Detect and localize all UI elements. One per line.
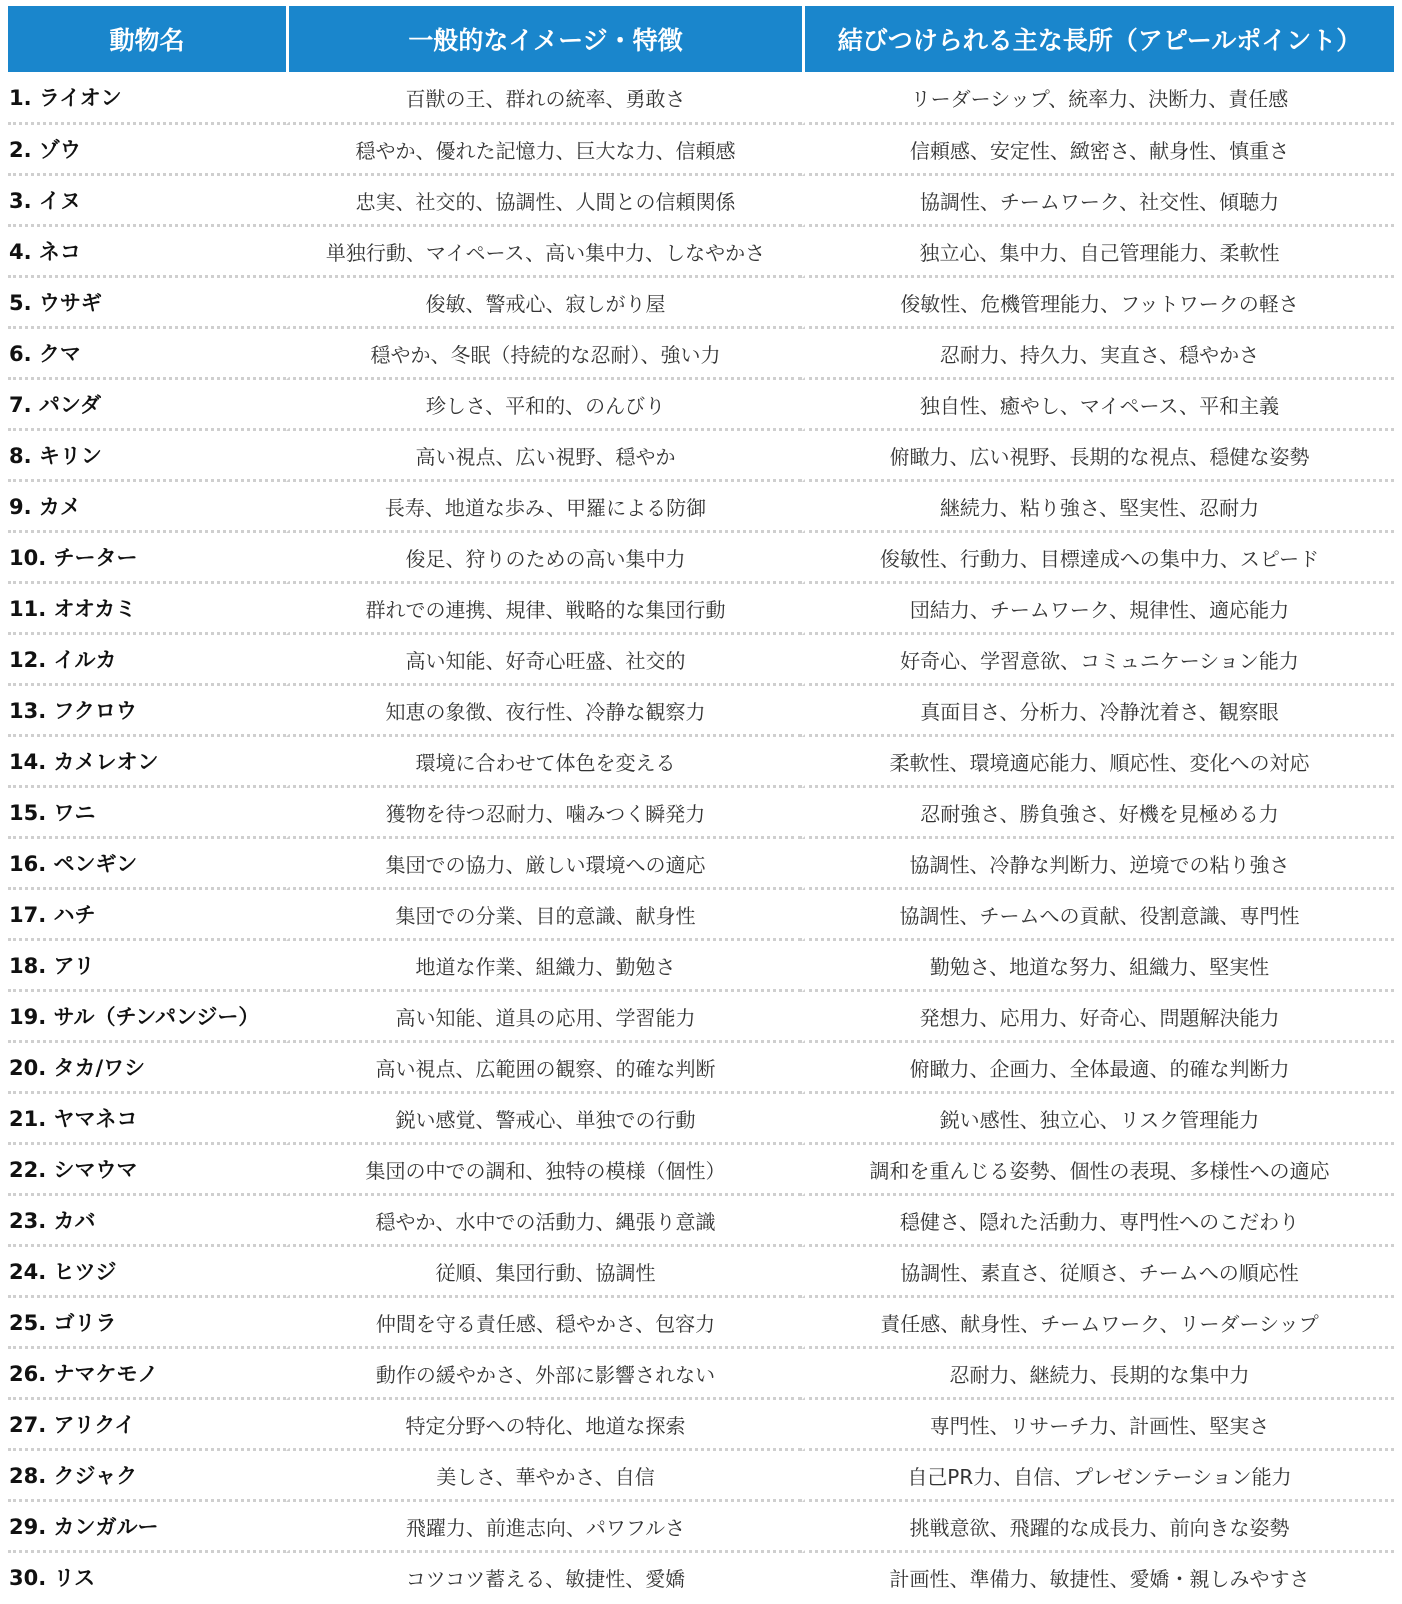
table-row: [8, 788, 1394, 839]
table-row: [8, 686, 1394, 737]
main-strength-cell: 自己PR力、自信、プレゼンテーション能力: [802, 1451, 1394, 1502]
table-row: [8, 72, 1394, 125]
general-image-cell: 忠実、社交的、協調性、人間との信頼関係: [286, 176, 802, 227]
table-row: [8, 890, 1394, 941]
general-image-cell: 獲物を待つ忍耐力、噛みつく瞬発力: [286, 788, 802, 839]
table-row: [8, 533, 1394, 584]
main-strength-cell: 発想力、応用力、好奇心、問題解決能力: [802, 992, 1394, 1043]
animal-name-cell: 22. シマウマ: [8, 1145, 286, 1196]
table-row: [8, 839, 1394, 890]
table-row: [8, 1349, 1394, 1400]
main-strength-cell: 好奇心、学習意欲、コミュニケーション能力: [802, 635, 1394, 686]
general-image-cell: 高い知能、道具の応用、学習能力: [286, 992, 802, 1043]
animal-name-cell: 17. ハチ: [8, 890, 286, 941]
main-strength-cell: 俊敏性、危機管理能力、フットワークの軽さ: [802, 278, 1394, 329]
general-image-cell: 百獣の王、群れの統率、勇敢さ: [286, 72, 802, 125]
animal-name-cell: 15. ワニ: [8, 788, 286, 839]
general-image-cell: 動作の緩やかさ、外部に影響されない: [286, 1349, 802, 1400]
general-image-cell: 集団での協力、厳しい環境への適応: [286, 839, 802, 890]
main-strength-cell: 専門性、リサーチ力、計画性、堅実さ: [802, 1400, 1394, 1451]
general-image-cell: 集団の中での調和、独特の模様（個性）: [286, 1145, 802, 1196]
main-strength-cell: 団結力、チームワーク、規律性、適応能力: [802, 584, 1394, 635]
general-image-cell: 俊足、狩りのための高い集中力: [286, 533, 802, 584]
table-body: [8, 72, 1394, 1601]
table-row: [8, 482, 1394, 533]
general-image-cell: 知恵の象徴、夜行性、冷静な観察力: [286, 686, 802, 737]
animal-name-cell: 23. カバ: [8, 1196, 286, 1247]
general-image-cell: コツコツ蓄える、敏捷性、愛嬌: [286, 1553, 802, 1601]
table-row: [8, 584, 1394, 635]
main-strength-cell: 責任感、献身性、チームワーク、リーダーシップ: [802, 1298, 1394, 1349]
animal-name-cell: 27. アリクイ: [8, 1400, 286, 1451]
table-row: [8, 278, 1394, 329]
main-strength-cell: 独自性、癒やし、マイペース、平和主義: [802, 380, 1394, 431]
general-image-cell: 穏やか、水中での活動力、縄張り意識: [286, 1196, 802, 1247]
main-strength-cell: 俊敏性、行動力、目標達成への集中力、スピード: [802, 533, 1394, 584]
animal-name-cell: 5. ウサギ: [8, 278, 286, 329]
general-image-cell: 鋭い感覚、警戒心、単独での行動: [286, 1094, 802, 1145]
main-strength-cell: 忍耐強さ、勝負強さ、好機を見極める力: [802, 788, 1394, 839]
table-row: [8, 1094, 1394, 1145]
table-row: [8, 1502, 1394, 1553]
general-image-cell: 群れでの連携、規律、戦略的な集団行動: [286, 584, 802, 635]
main-strength-cell: 計画性、準備力、敏捷性、愛嬌・親しみやすさ: [802, 1553, 1394, 1601]
animal-name-cell: 11. オオカミ: [8, 584, 286, 635]
main-strength-cell: 協調性、チームワーク、社交性、傾聴力: [802, 176, 1394, 227]
general-image-cell: 環境に合わせて体色を変える: [286, 737, 802, 788]
table-header: [8, 6, 1394, 72]
table-row: [8, 176, 1394, 227]
animal-name-cell: 30. リス: [9, 1566, 96, 1590]
table-row: [8, 1298, 1394, 1349]
main-strength-cell: 協調性、素直さ、従順さ、チームへの順応性: [802, 1247, 1394, 1298]
main-strength-cell: 信頼感、安定性、緻密さ、献身性、慎重さ: [802, 125, 1394, 176]
animal-name-cell: 6. クマ: [8, 329, 286, 380]
table-row: [8, 431, 1394, 482]
general-image-cell: 穏やか、冬眠（持続的な忍耐）、強い力: [286, 329, 802, 380]
general-image-cell: 俊敏、警戒心、寂しがり屋: [286, 278, 802, 329]
animal-name-cell: 9. カメ: [8, 482, 286, 533]
general-image-cell: 特定分野への特化、地道な探索: [286, 1400, 802, 1451]
animal-name-cell: 1. ライオン: [8, 72, 286, 125]
main-strength-cell: 継続力、粘り強さ、堅実性、忍耐力: [802, 482, 1394, 533]
general-image-cell: 珍しさ、平和的、のんびり: [286, 380, 802, 431]
table-row: [8, 1247, 1394, 1298]
table-row: [8, 941, 1394, 992]
main-strength-cell: 穏健さ、隠れた活動力、専門性へのこだわり: [802, 1196, 1394, 1247]
general-image-cell: 美しさ、華やかさ、自信: [286, 1451, 802, 1502]
main-strength-cell: 柔軟性、環境適応能力、順応性、変化への対応: [802, 737, 1394, 788]
animal-name-cell: 21. ヤマネコ: [8, 1094, 286, 1145]
main-strength-cell: 俯瞰力、広い視野、長期的な視点、穏健な姿勢: [802, 431, 1394, 482]
main-strength-cell: リーダーシップ、統率力、決断力、責任感: [802, 72, 1394, 125]
table-row: [8, 1196, 1394, 1247]
main-strength-cell: 協調性、冷静な判断力、逆境での粘り強さ: [802, 839, 1394, 890]
main-strength-cell: 独立心、集中力、自己管理能力、柔軟性: [802, 227, 1394, 278]
table-row: [8, 329, 1394, 380]
header-general-image: 一般的なイメージ・特徴: [286, 6, 802, 72]
table-row: [8, 1451, 1394, 1502]
general-image-cell: 高い視点、広範囲の観察、的確な判断: [286, 1043, 802, 1094]
header-row: [8, 6, 1394, 72]
table-row: [8, 227, 1394, 278]
table-row: [8, 1145, 1394, 1196]
animal-name-cell: 26. ナマケモノ: [8, 1349, 286, 1400]
main-strength-cell: 協調性、チームへの貢献、役割意識、専門性: [802, 890, 1394, 941]
main-strength-cell: 挑戦意欲、飛躍的な成長力、前向きな姿勢: [802, 1502, 1394, 1553]
animal-strengths-table-container: [8, 6, 1394, 1601]
main-strength-cell: 調和を重んじる姿勢、個性の表現、多様性への適応: [802, 1145, 1394, 1196]
table-row: [8, 737, 1394, 788]
main-strength-cell: 俯瞰力、企画力、全体最適、的確な判断力: [802, 1043, 1394, 1094]
main-strength-cell: 鋭い感性、独立心、リスク管理能力: [802, 1094, 1394, 1145]
table-row: [8, 1043, 1394, 1094]
table-row: [8, 125, 1394, 176]
table-row: [8, 992, 1394, 1043]
general-image-cell: 集団での分業、目的意識、献身性: [286, 890, 802, 941]
table-row: [8, 1553, 1394, 1601]
general-image-cell: 飛躍力、前進志向、パワフルさ: [286, 1502, 802, 1553]
animal-name-cell: 12. イルカ: [8, 635, 286, 686]
animal-strengths-table: [8, 6, 1394, 1601]
animal-name-cell: 18. アリ: [8, 941, 286, 992]
general-image-cell: 長寿、地道な歩み、甲羅による防御: [286, 482, 802, 533]
animal-name-cell: 25. ゴリラ: [8, 1298, 286, 1349]
animal-name-cell: 7. パンダ: [8, 380, 286, 431]
animal-name-cell: 20. タカ/ワシ: [8, 1043, 286, 1094]
animal-name-cell: 14. カメレオン: [8, 737, 286, 788]
main-strength-cell: 真面目さ、分析力、冷静沈着さ、観察眼: [802, 686, 1394, 737]
animal-name-cell: 16. ペンギン: [8, 839, 286, 890]
main-strength-cell: 忍耐力、継続力、長期的な集中力: [802, 1349, 1394, 1400]
main-strength-cell: 勤勉さ、地道な努力、組織力、堅実性: [802, 941, 1394, 992]
general-image-cell: 高い知能、好奇心旺盛、社交的: [286, 635, 802, 686]
animal-name-cell: 2. ゾウ: [8, 125, 286, 176]
general-image-cell: 従順、集団行動、協調性: [286, 1247, 802, 1298]
general-image-cell: 仲間を守る責任感、穏やかさ、包容力: [286, 1298, 802, 1349]
animal-name-cell: 4. ネコ: [8, 227, 286, 278]
animal-name-cell: 28. クジャク: [8, 1451, 286, 1502]
general-image-cell: 単独行動、マイペース、高い集中力、しなやかさ: [286, 227, 802, 278]
animal-name-cell: 29. カンガルー: [8, 1502, 286, 1553]
table-row: [8, 1400, 1394, 1451]
animal-name-cell: 10. チーター: [8, 533, 286, 584]
table-row: [8, 380, 1394, 431]
animal-name-cell: 8. キリン: [8, 431, 286, 482]
header-main-strengths: 結びつけられる主な長所（アピールポイント）: [802, 6, 1394, 72]
main-strength-cell: 忍耐力、持久力、実直さ、穏やかさ: [802, 329, 1394, 380]
animal-name-cell: 13. フクロウ: [8, 686, 286, 737]
table-row: [8, 635, 1394, 686]
animal-name-cell: 3. イヌ: [8, 176, 286, 227]
animal-name-cell: 19. サル（チンパンジー）: [8, 992, 286, 1043]
header-animal-name: 動物名: [8, 6, 286, 72]
general-image-cell: 高い視点、広い視野、穏やか: [286, 431, 802, 482]
animal-name-cell: 24. ヒツジ: [8, 1247, 286, 1298]
general-image-cell: 地道な作業、組織力、勤勉さ: [286, 941, 802, 992]
general-image-cell: 穏やか、優れた記憶力、巨大な力、信頼感: [286, 125, 802, 176]
